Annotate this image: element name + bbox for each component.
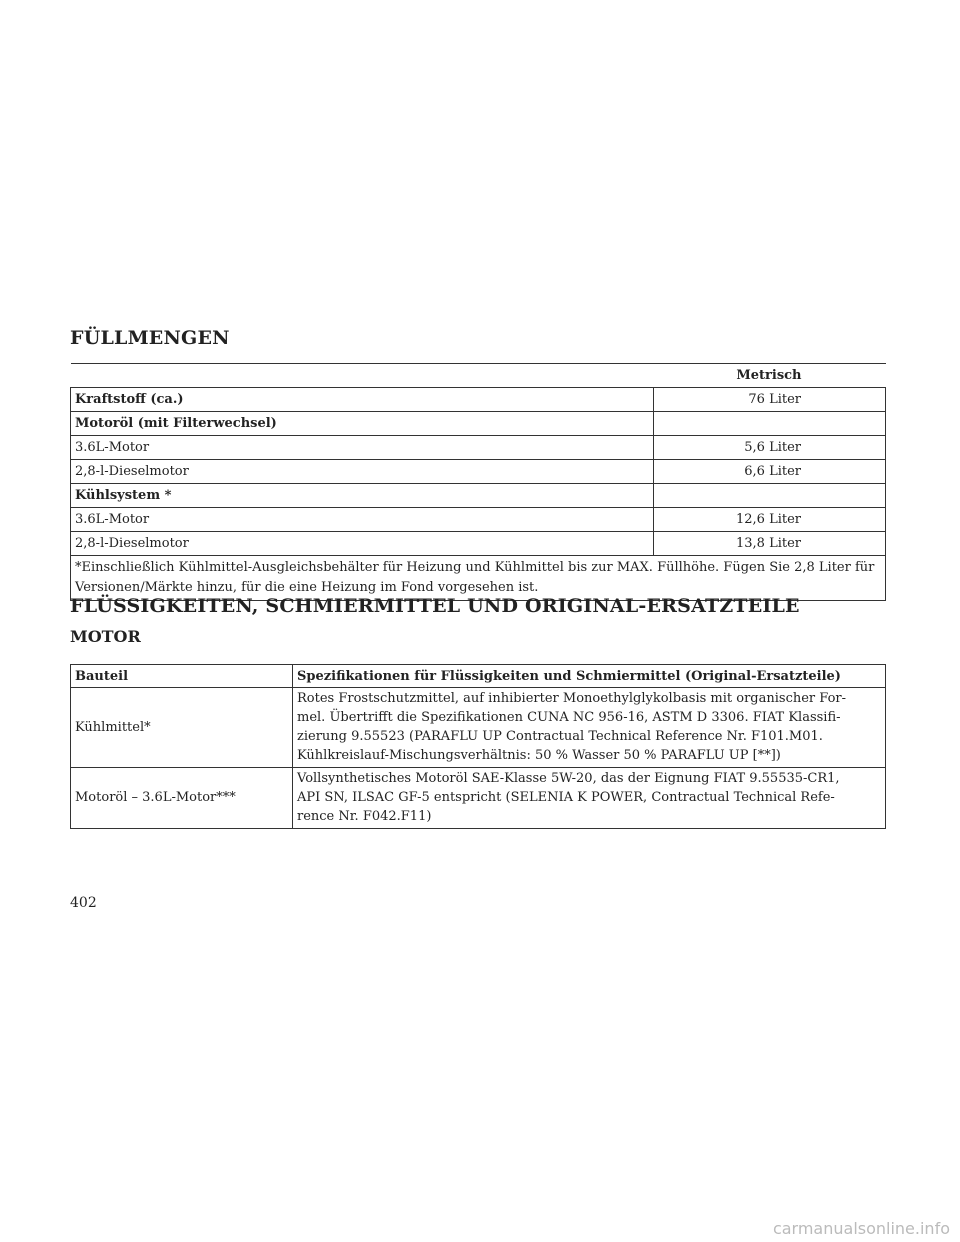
row-label: Kühlsystem *: [71, 484, 654, 508]
fill-quantities-table: [70, 363, 886, 601]
component-cell: Kühlmittel*: [71, 688, 293, 768]
table-row: [71, 436, 886, 460]
row-value: 13,8 Liter: [654, 532, 886, 556]
section-title-fill-quantities: FÜLLMENGEN: [70, 327, 230, 349]
table-row: [71, 460, 886, 484]
table-header-row: [71, 665, 886, 688]
engine-fluids-table: [70, 664, 886, 829]
column-header-component: Bauteil: [71, 665, 293, 688]
section-title-fluids: FLÜSSIGKEITEN, SCHMIERMITTEL UND ORIGINAL-ERSATZTEILE: [70, 595, 800, 617]
row-value: [654, 484, 886, 508]
column-header-spec: Spezifikationen für Flüssigkeiten und Schmiermittel (Original-Ersatzteile): [293, 665, 886, 688]
spec-cell: Vollsynthetisches Motoröl SAE-Klasse 5W-20, das der Eignung FIAT 9.55535-CR1, API SN, ILSAC GF-5 entspricht (SELENIA K POWER, Contractual Technical Refe- rence Nr. F042.F11): [293, 768, 886, 829]
row-label: 3.6L-Motor: [71, 436, 654, 460]
table-row: [71, 688, 886, 768]
spec-cell: Rotes Frostschutzmittel, auf inhibierter Monoethylglykolbasis mit organischer For- mel. Übertrifft die Spezifikationen CUNA NC 956-16, ASTM D 3306. FIAT Klassifi- zierung 9.55523 (PARAFLU UP Contractual Technical Reference Nr. F101.M01. Kühlkreislauf-Mischungsverhältnis: 50 % Wasser 50 % PARAFLU UP [**]): [293, 688, 886, 768]
table-row: [71, 532, 886, 556]
table-row: [71, 388, 886, 412]
watermark-text: carmanualsonline.info: [772, 1219, 950, 1238]
table-row: [71, 412, 886, 436]
row-value: 5,6 Liter: [654, 436, 886, 460]
footnote-row: [71, 556, 886, 601]
page-number: 402: [70, 895, 97, 911]
component-cell: Motoröl – 3.6L-Motor***: [71, 768, 293, 829]
table-row: [71, 768, 886, 829]
table-header-row: [71, 364, 886, 388]
row-value: 12,6 Liter: [654, 508, 886, 532]
row-label: 2,8-l-Dieselmotor: [71, 532, 654, 556]
row-label: Kraftstoff (ca.): [71, 388, 654, 412]
subsection-title-engine: MOTOR: [70, 627, 141, 646]
row-label: 3.6L-Motor: [71, 508, 654, 532]
column-header-metric: Metrisch: [654, 364, 886, 388]
row-value: 6,6 Liter: [654, 460, 886, 484]
table-row: [71, 508, 886, 532]
row-value: [654, 412, 886, 436]
row-label: 2,8-l-Dieselmotor: [71, 460, 654, 484]
row-label: Motoröl (mit Filterwechsel): [71, 412, 654, 436]
table-row: [71, 484, 886, 508]
row-value: 76 Liter: [654, 388, 886, 412]
footnote: *Einschließlich Kühlmittel-Ausgleichsbehälter für Heizung und Kühlmittel bis zur MAX. Füllhöhe. Fügen Sie 2,8 Liter für Versionen/Märkte hinzu, für die eine Heizung im Fond vorgesehen ist.: [71, 556, 886, 601]
